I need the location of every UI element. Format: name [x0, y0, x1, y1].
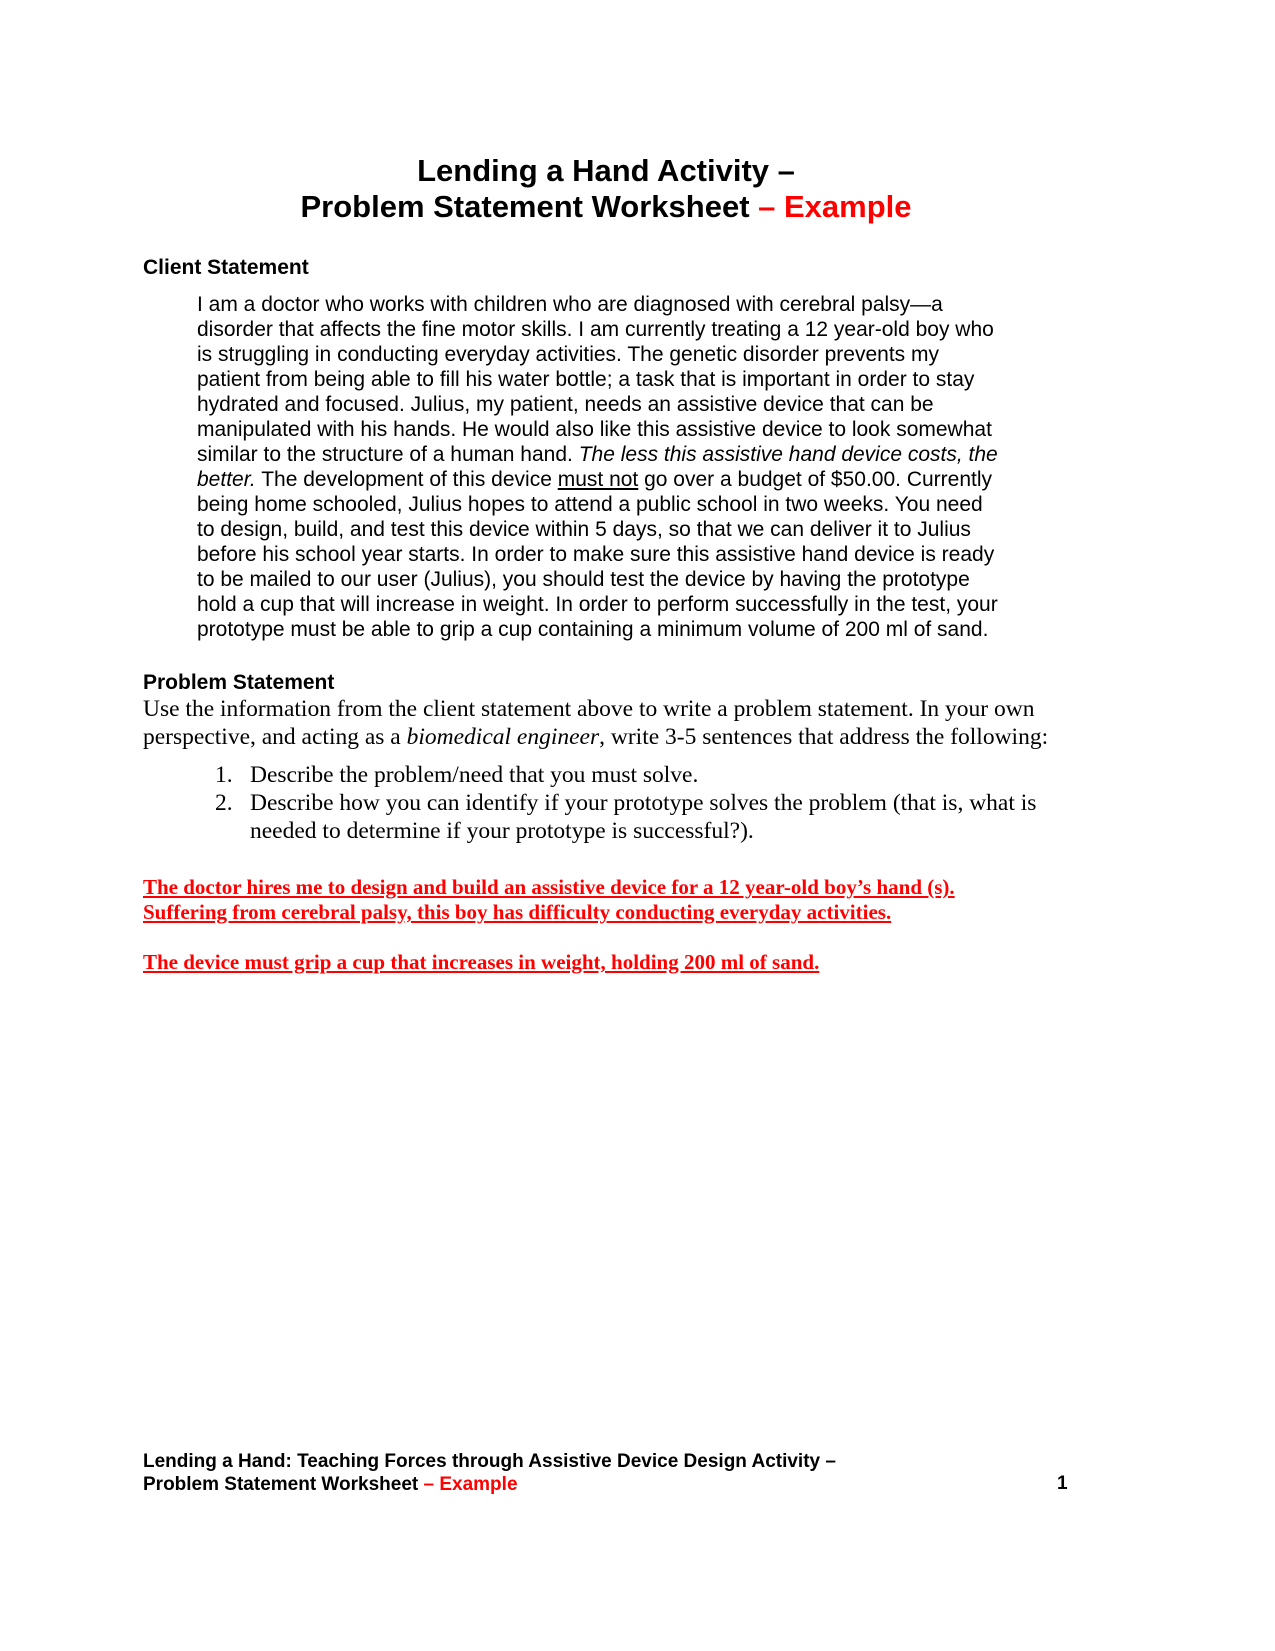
page-title-line1: Lending a Hand Activity – — [417, 153, 795, 188]
text-line: Use the information from the client statement above to write a problem statement. In your own — [143, 696, 1035, 722]
list-number: 2. — [215, 790, 233, 816]
list-text-continued: needed to determine if your prototype is successful?). — [250, 818, 754, 844]
footer-line2 — [143, 1473, 836, 1496]
client-statement-heading: Client Statement — [143, 256, 309, 279]
page-number: 1 — [1057, 1473, 1068, 1494]
list-number: 1. — [215, 762, 233, 788]
list-text: Describe how you can identify if your prototype solves the problem (that is, what is — [250, 790, 1037, 816]
list-item — [215, 789, 1036, 817]
italic-text: The less this assistive hand device costs, the — [578, 443, 998, 466]
text: go over a budget of $50.00. Currently — [638, 468, 993, 491]
answer-block-2 — [143, 950, 819, 975]
text-line: hold a cup that will increase in weight. In order to perform successfully in the test, your — [197, 593, 998, 616]
text: similar to the structure of a human hand. — [197, 443, 579, 466]
text-line: I am a doctor who works with children who are diagnosed with cerebral palsy—a — [197, 293, 943, 316]
text: The development of this device — [255, 468, 558, 491]
text-line: before his school year starts. In order to make sure this assistive hand device is ready — [197, 543, 995, 566]
italic-text: better. — [197, 468, 256, 491]
italic-text: biomedical engineer — [406, 724, 600, 750]
text: , write 3-5 sentences that address the following: — [599, 724, 1049, 750]
list-item — [215, 761, 1036, 789]
problem-statement-heading: Problem Statement — [143, 671, 335, 694]
text-line: manipulated with his hands. He would also like this assistive device to look somewhat — [197, 418, 992, 441]
text-line — [143, 723, 1048, 751]
text-line: prototype must be able to grip a cup containing a minimum volume of 200 ml of sand. — [197, 618, 989, 641]
client-statement-body — [197, 292, 998, 642]
footer-line1: Lending a Hand: Teaching Forces through Assistive Device Design Activity – — [143, 1451, 836, 1472]
text-line: hydrated and focused. Julius, my patient, needs an assistive device that can be — [197, 393, 934, 416]
problem-statement-intro — [143, 695, 1048, 751]
text-line: to be mailed to our user (Julius), you should test the device by having the prototype — [197, 568, 970, 591]
answer-line: The device must grip a cup that increases in weight, holding 200 ml of sand. — [143, 950, 820, 974]
answer-block-1 — [143, 875, 955, 925]
text-line: is struggling in conducting everyday activities. The genetic disorder prevents my — [197, 343, 939, 366]
footer — [143, 1450, 836, 1496]
answer-line: Suffering from cerebral palsy, this boy has difficulty conducting everyday activities. — [143, 900, 892, 924]
text-line — [197, 442, 998, 467]
list-text: Describe the problem/need that you must solve. — [250, 762, 699, 788]
text: perspective, and acting as a — [143, 724, 407, 750]
answer-line: The doctor hires me to design and build an assistive device for a 12 year-old boy’s hand (s). — [143, 875, 955, 899]
text-line — [197, 467, 998, 492]
text-line: to design, build, and test this device within 5 days, so that we can deliver it to Julius — [197, 518, 971, 541]
text-line: being home schooled, Julius hopes to attend a public school in two weeks. You need — [197, 493, 983, 516]
text-line: disorder that affects the fine motor skills. I am currently treating a 12 year-old boy who — [197, 318, 994, 341]
footer-accent: – Example — [418, 1474, 518, 1495]
instructions-list — [215, 761, 1036, 845]
title-main: Problem Statement Worksheet — [300, 189, 750, 224]
underlined-text: must not — [557, 468, 639, 491]
footer-main: Problem Statement Worksheet — [143, 1474, 419, 1495]
page-title-line2 — [0, 189, 1212, 225]
text-line: patient from being able to fill his water bottle; a task that is important in order to stay — [197, 368, 975, 391]
title-accent: – Example — [749, 189, 912, 224]
